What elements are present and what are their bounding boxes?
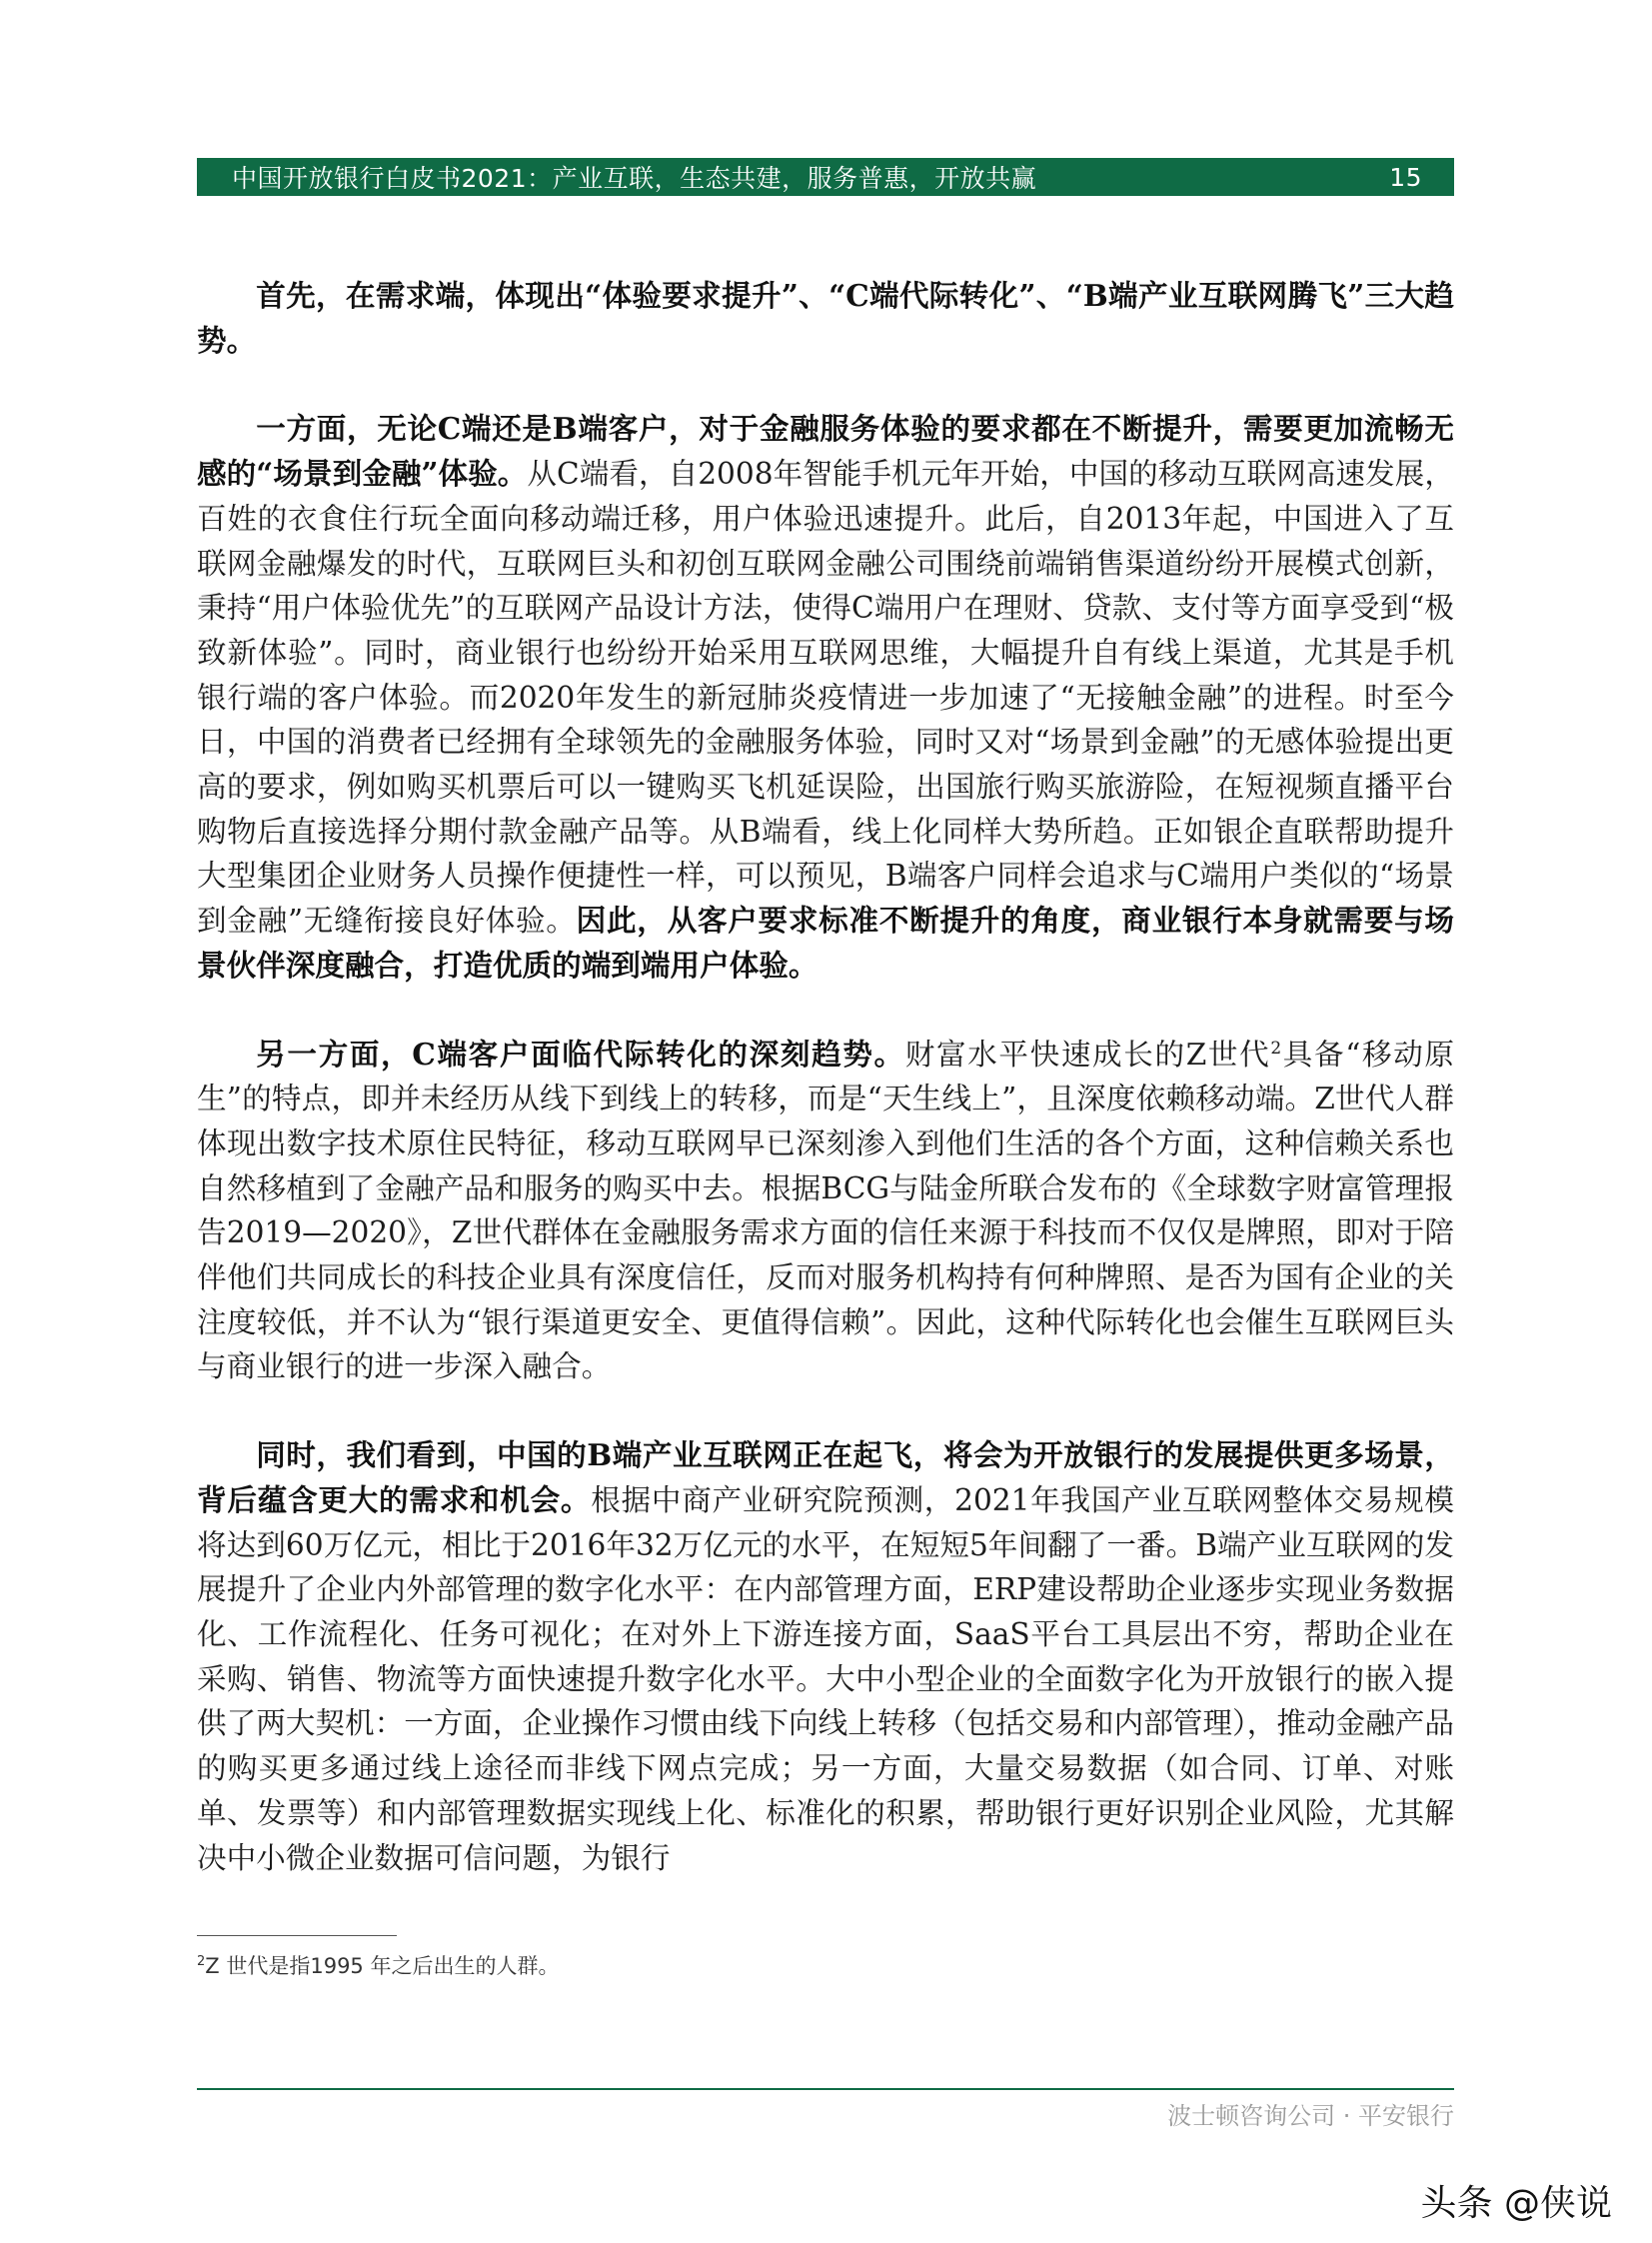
paragraph-1 <box>197 274 1454 363</box>
paragraph-2-bold-lead: 一方面，无论C端还是B端客户，对于金融服务体验的要求都在不断提升，需要更加流畅无感的“场景到金融”体验。 <box>197 411 1454 492</box>
footnote-divider <box>197 1935 397 1936</box>
document-title: 中国开放银行白皮书2021：产业互联，生态共建，服务普惠，开放共赢 <box>232 164 1037 193</box>
paragraph-4-bold-lead: 同时，我们看到，中国的B端产业互联网正在起飞，将会为开放银行的发展提供更多场景，背后蕴含更大的需求和机会。 <box>197 1437 1454 1517</box>
footnote <box>197 1950 1096 1980</box>
footer-divider <box>197 2088 1454 2090</box>
paragraph-4-text: 根据中商产业研究院预测，2021年我国产业互联网整体交易规模将达到60万亿元，相比于2016年32万亿元的水平，在短短5年间翻了一番。B端产业互联网的发展提升了企业内外部管理的数字化水平：在内部管理方面，ERP建设帮助企业逐步实现业务数据化、工作流程化、任务可视化；在对外上下游连接方面，SaaS平台工具层出不穷，帮助企业在采购、销售、物流等方面快速提升数字化水平。大中小型企业的全面数字化为开放银行的嵌入提供了两大契机：一方面，企业操作习惯由线下向线上转移（包括交易和内部管理），推动金融产品的购买更多通过线上途径而非线下网点完成；另一方面，大量交易数据（如合同、订单、对账单、发票等）和内部管理数据实现线上化、标准化的积累，帮助银行更好识别企业风险，尤其解决中小微企业数据可信问题，为银行 <box>197 1482 1454 1875</box>
watermark: 头条 @侠说 <box>1420 2183 1612 2224</box>
paragraph-3-bold-lead: 另一方面，C端客户面临代际转化的深刻趋势。 <box>256 1036 905 1072</box>
paragraph-2-bold-conclusion: 因此，从客户要求标准不断提升的角度，商业银行本身就需要与场景伙伴深度融合，打造优质的端到端用户体验。 <box>197 903 1454 983</box>
page-header-bar <box>197 158 1454 196</box>
paragraph-3-text-a: 财富水平快速成长的Z世代 <box>904 1037 1271 1072</box>
body-content <box>197 274 1454 1924</box>
paragraph-1-bold: 首先，在需求端，体现出“体验要求提升”、“C端代际转化”、“B端产业互联网腾飞”三大趋势。 <box>197 278 1454 358</box>
paragraph-4 <box>197 1433 1454 1880</box>
page-number: 15 <box>1389 162 1422 192</box>
footer-publisher: 波士顿咨询公司 · 平安银行 <box>1167 2102 1454 2130</box>
footnote-marker: 2 <box>197 1954 206 1969</box>
paragraph-3-text: 具备“移动原生”的特点，即并未经历从线下到线上的转移，而是“天生线上”，且深度依赖移动端。Z世代人群体现出数字技术原住民特征，移动互联网早已深刻渗入到他们生活的各个方面，这种信赖关系也自然移植到了金融产品和服务的购买中去。根据BCG与陆金所联合发布的《全球数字财富管理报告2019—2020》，Z世代群体在金融服务需求方面的信任来源于科技而不仅仅是牌照，即对于陪伴他们共同成长的科技企业具有深度信任，反而对服务机构持有何种牌照、是否为国有企业的关注度较低，并不认为“银行渠道更安全、更值得信赖”。因此，这种代际转化也会催生互联网巨头与商业银行的进一步深入融合。 <box>197 1037 1454 1384</box>
footnote-text: Z 世代是指1995 年之后出生的人群。 <box>205 1954 560 1978</box>
paragraph-3 <box>197 1033 1454 1390</box>
footnote-reference[interactable]: 2 <box>1270 1038 1282 1059</box>
paragraph-2 <box>197 407 1454 988</box>
paragraph-2-text: 从C端看，自2008年智能手机元年开始，中国的移动互联网高速发展，百姓的衣食住行玩全面向移动端迁移，用户体验迅速提升。此后，自2013年起，中国进入了互联网金融爆发的时代，互联网巨头和初创互联网金融公司围绕前端销售渠道纷纷开展模式创新，秉持“用户体验优先”的互联网产品设计方法，使得C端用户在理财、贷款、支付等方面享受到“极致新体验”。同时，商业银行也纷纷开始采用互联网思维，大幅提升自有线上渠道，尤其是手机银行端的客户体验。而2020年发生的新冠肺炎疫情进一步加速了“无接触金融”的进程。时至今日，中国的消费者已经拥有全球领先的金融服务体验，同时又对“场景到金融”的无感体验提出更高的要求，例如购买机票后可以一键购买飞机延误险，出国旅行购买旅游险，在短视频直播平台购物后直接选择分期付款金融产品等。从B端看，线上化同样大势所趋。正如银企直联帮助提升大型集团企业财务人员操作便捷性一样，可以预见，B端客户同样会追求与C端用户类似的“场景到金融”无缝衔接良好体验。 <box>197 457 1454 939</box>
